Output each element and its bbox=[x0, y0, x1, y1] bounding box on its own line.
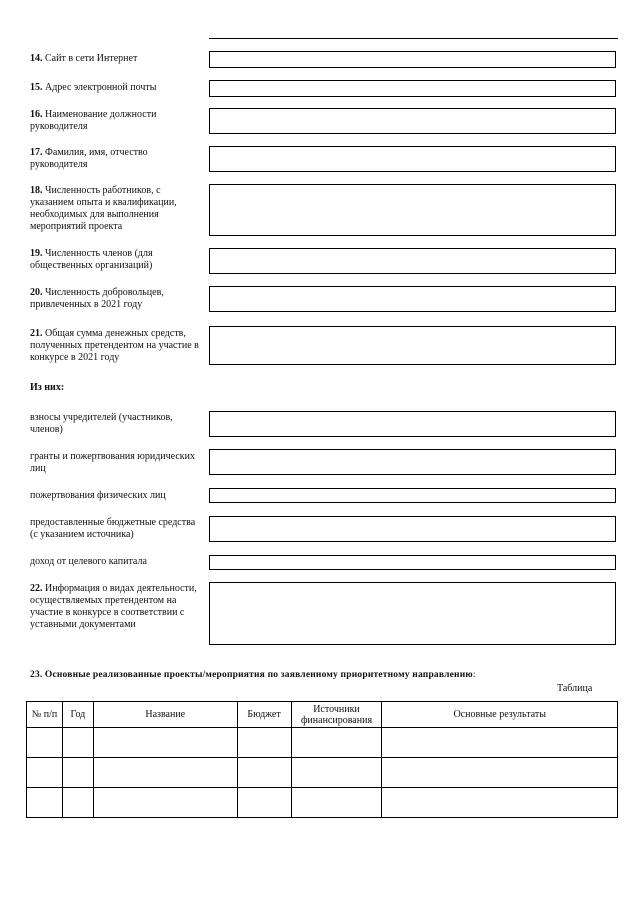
table-cell[interactable] bbox=[93, 788, 237, 818]
table-cell[interactable] bbox=[27, 788, 63, 818]
field-label-17: 17. Фамилия, имя, отчество руководителя bbox=[30, 147, 148, 170]
field-label-20: 20. Численность добровольцев, привлеченных в 2021 году bbox=[30, 287, 164, 310]
col-header-results: Основные результаты bbox=[382, 702, 618, 728]
table-row bbox=[27, 728, 618, 758]
field-input-22[interactable] bbox=[209, 582, 616, 645]
section-23-heading: 23. Основные реализованные проекты/мероприятия по заявленному приоритетному направлению: bbox=[30, 670, 476, 680]
field-input-20[interactable] bbox=[209, 286, 616, 312]
subfield-input-budget[interactable] bbox=[209, 516, 616, 542]
subfield-label-grants: гранты и пожертвования юридических лиц bbox=[30, 451, 195, 474]
table-cell[interactable] bbox=[237, 728, 291, 758]
field-label-14: 14. Сайт в сети Интернет bbox=[30, 53, 138, 64]
col-header-number: № п/п bbox=[27, 702, 63, 728]
field-input-16[interactable] bbox=[209, 108, 616, 134]
field-label-16: 16. Наименование должности руководителя bbox=[30, 109, 157, 132]
field-label-21: 21. Общая сумма денежных средств, полученных претендентом на участие в конкурсе в 2021 году bbox=[30, 328, 199, 363]
subfield-input-donations[interactable] bbox=[209, 488, 616, 503]
table-row bbox=[27, 758, 618, 788]
table-cell[interactable] bbox=[62, 758, 93, 788]
col-header-budget: Бюджет bbox=[237, 702, 291, 728]
table-cell[interactable] bbox=[237, 758, 291, 788]
subfield-label-donations: пожертвования физических лиц bbox=[30, 490, 166, 501]
field-input-14[interactable] bbox=[209, 51, 616, 68]
table-cell[interactable] bbox=[62, 728, 93, 758]
col-header-year: Год bbox=[62, 702, 93, 728]
table-cell[interactable] bbox=[62, 788, 93, 818]
table-cell[interactable] bbox=[291, 758, 382, 788]
table-cell[interactable] bbox=[27, 758, 63, 788]
table-row bbox=[27, 788, 618, 818]
subfield-input-endowment[interactable] bbox=[209, 555, 616, 570]
field-label-22: 22. Информация о видах деятельности, осуществляемых претендентом на участие в конкурсе в соответствии с уставными документами bbox=[30, 583, 197, 630]
table-cell[interactable] bbox=[93, 728, 237, 758]
top-rule bbox=[209, 38, 618, 39]
col-header-funding-sources: Источники финансирования bbox=[291, 702, 382, 728]
field-input-15[interactable] bbox=[209, 80, 616, 97]
subfield-input-grants[interactable] bbox=[209, 449, 616, 475]
table-cell[interactable] bbox=[382, 788, 618, 818]
field-label-15: 15. Адрес электронной почты bbox=[30, 82, 157, 93]
subfield-label-budget: предоставленные бюджетные средства (с указанием источника) bbox=[30, 517, 196, 540]
subheading-of-which: Из них: bbox=[30, 382, 65, 393]
field-input-19[interactable] bbox=[209, 248, 616, 274]
subfield-label-founders: взносы учредителей (участников, членов) bbox=[30, 412, 173, 435]
table-cell[interactable] bbox=[291, 728, 382, 758]
projects-table bbox=[26, 701, 618, 818]
table-cell[interactable] bbox=[93, 758, 237, 788]
field-label-18: 18. Численность работников, с указанием опыта и квалификации, необходимых для выполнения мероприятий проекта bbox=[30, 185, 177, 232]
table-header-row bbox=[27, 702, 618, 728]
field-label-19: 19. Численность членов (для общественных организаций) bbox=[30, 248, 153, 271]
col-header-name: Название bbox=[93, 702, 237, 728]
table-caption: Таблица bbox=[557, 683, 593, 694]
field-input-21[interactable] bbox=[209, 326, 616, 365]
table-cell[interactable] bbox=[27, 728, 63, 758]
table-cell[interactable] bbox=[382, 728, 618, 758]
subfield-input-founders[interactable] bbox=[209, 411, 616, 437]
field-input-18[interactable] bbox=[209, 184, 616, 236]
table-cell[interactable] bbox=[237, 788, 291, 818]
field-input-17[interactable] bbox=[209, 146, 616, 172]
table-cell[interactable] bbox=[382, 758, 618, 788]
subfield-label-endowment: доход от целевого капитала bbox=[30, 556, 147, 567]
table-cell[interactable] bbox=[291, 788, 382, 818]
